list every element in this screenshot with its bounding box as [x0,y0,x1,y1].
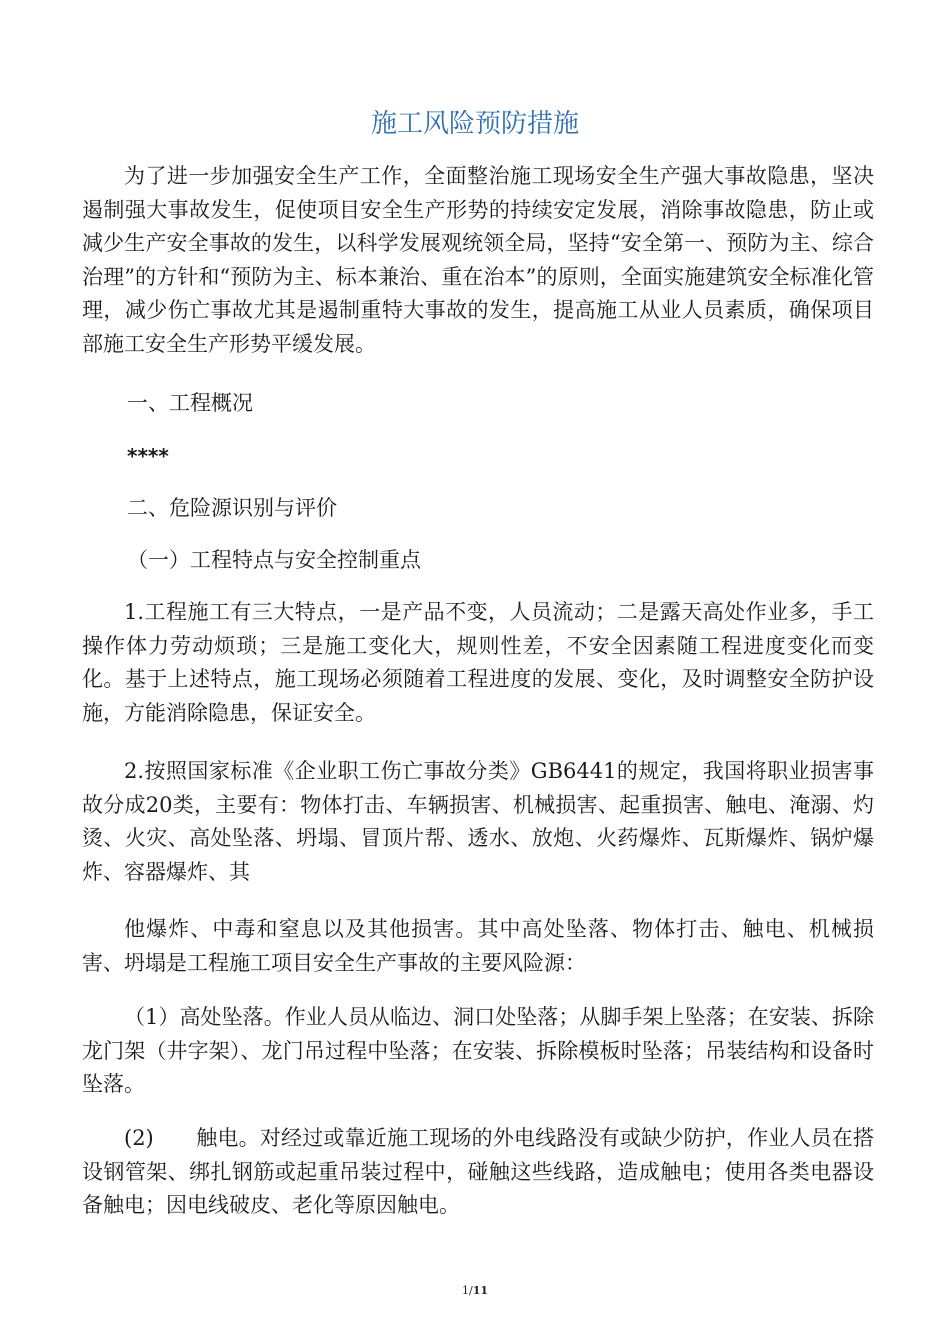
list-item-electric-shock: (2) 触电。对经过或靠近施工现场的外电线路没有或缺少防护，作业人员在搭设钢管架、绑扎钢筋或起重吊装过程中，碰触这些线路，造成触电；使用各类电器设备触电；因电线破皮、老化等原因触电。 [82,1126,874,1217]
list-item-falling: （1）高处坠落。作业人员从临边、洞口处坠落；从脚手架上坠落；在安装、拆除龙门架（井字架）、龙门吊过程中坠落；在安装、拆除模板时坠落；吊装结构和设备时坠落。 [82,1005,874,1096]
page-number [0,1284,950,1297]
page-number-total: 11 [472,1284,489,1297]
document-title: 施工风险预防措施 [370,109,579,139]
section-body-overview: **** [127,444,169,468]
section-heading-overview: 一、工程概况 [127,391,253,415]
paragraph-features: 1.工程施工有三大特点，一是产品不变，人员流动；二是露天高处作业多，手工操作体力劳动烦琐；三是施工变化大，规则性差，不安全因素随工程进度变化而变化。基于上述特点，施工现场必须随着工程进度的发展、变化，及时调整安全防护设施，方能消除隐患，保证安全。 [82,600,874,725]
paragraph-standard: 2.按照国家标准《企业职工伤亡事故分类》GB6441的规定，我国将职业损害事故分成20类，主要有：物体打击、车辆损害、机械损害、起重损害、触电、淹溺、灼烫、火灾、高处坠落、坍塌、冒顶片帮、透水、放炮、火药爆炸、瓦斯爆炸、锅炉爆炸、容器爆炸、其 [82,759,874,884]
paragraph-risk-sources: 他爆炸、中毒和窒息以及其他损害。其中高处坠落、物体打击、触电、机械损害、坍塌是工程施工项目安全生产事故的主要风险源： [82,917,874,975]
section-heading-hazard: 二、危险源识别与评价 [127,496,337,520]
page-number-current: 1/ [461,1284,473,1297]
intro-paragraph: 为了进一步加强安全生产工作，全面整治施工现场安全生产强大事故隐患，坚决遏制强大事故发生，促使项目安全生产形势的持续安定发展，消除事故隐患，防止或减少生产安全事故的发生，以科学发展观统领全局，坚持“安全第一、预防为主、综合治理”的方针和“预防为主、标本兼治、重在治本”的原则，全面实施建筑安全标准化管理，减少伤亡事故尤其是遏制重特大事故的发生，提高施工从业人员素质，确保项目部施工安全生产形势平缓发展。 [82,164,874,356]
subsection-heading-features: （一）工程特点与安全控制重点 [127,548,421,572]
